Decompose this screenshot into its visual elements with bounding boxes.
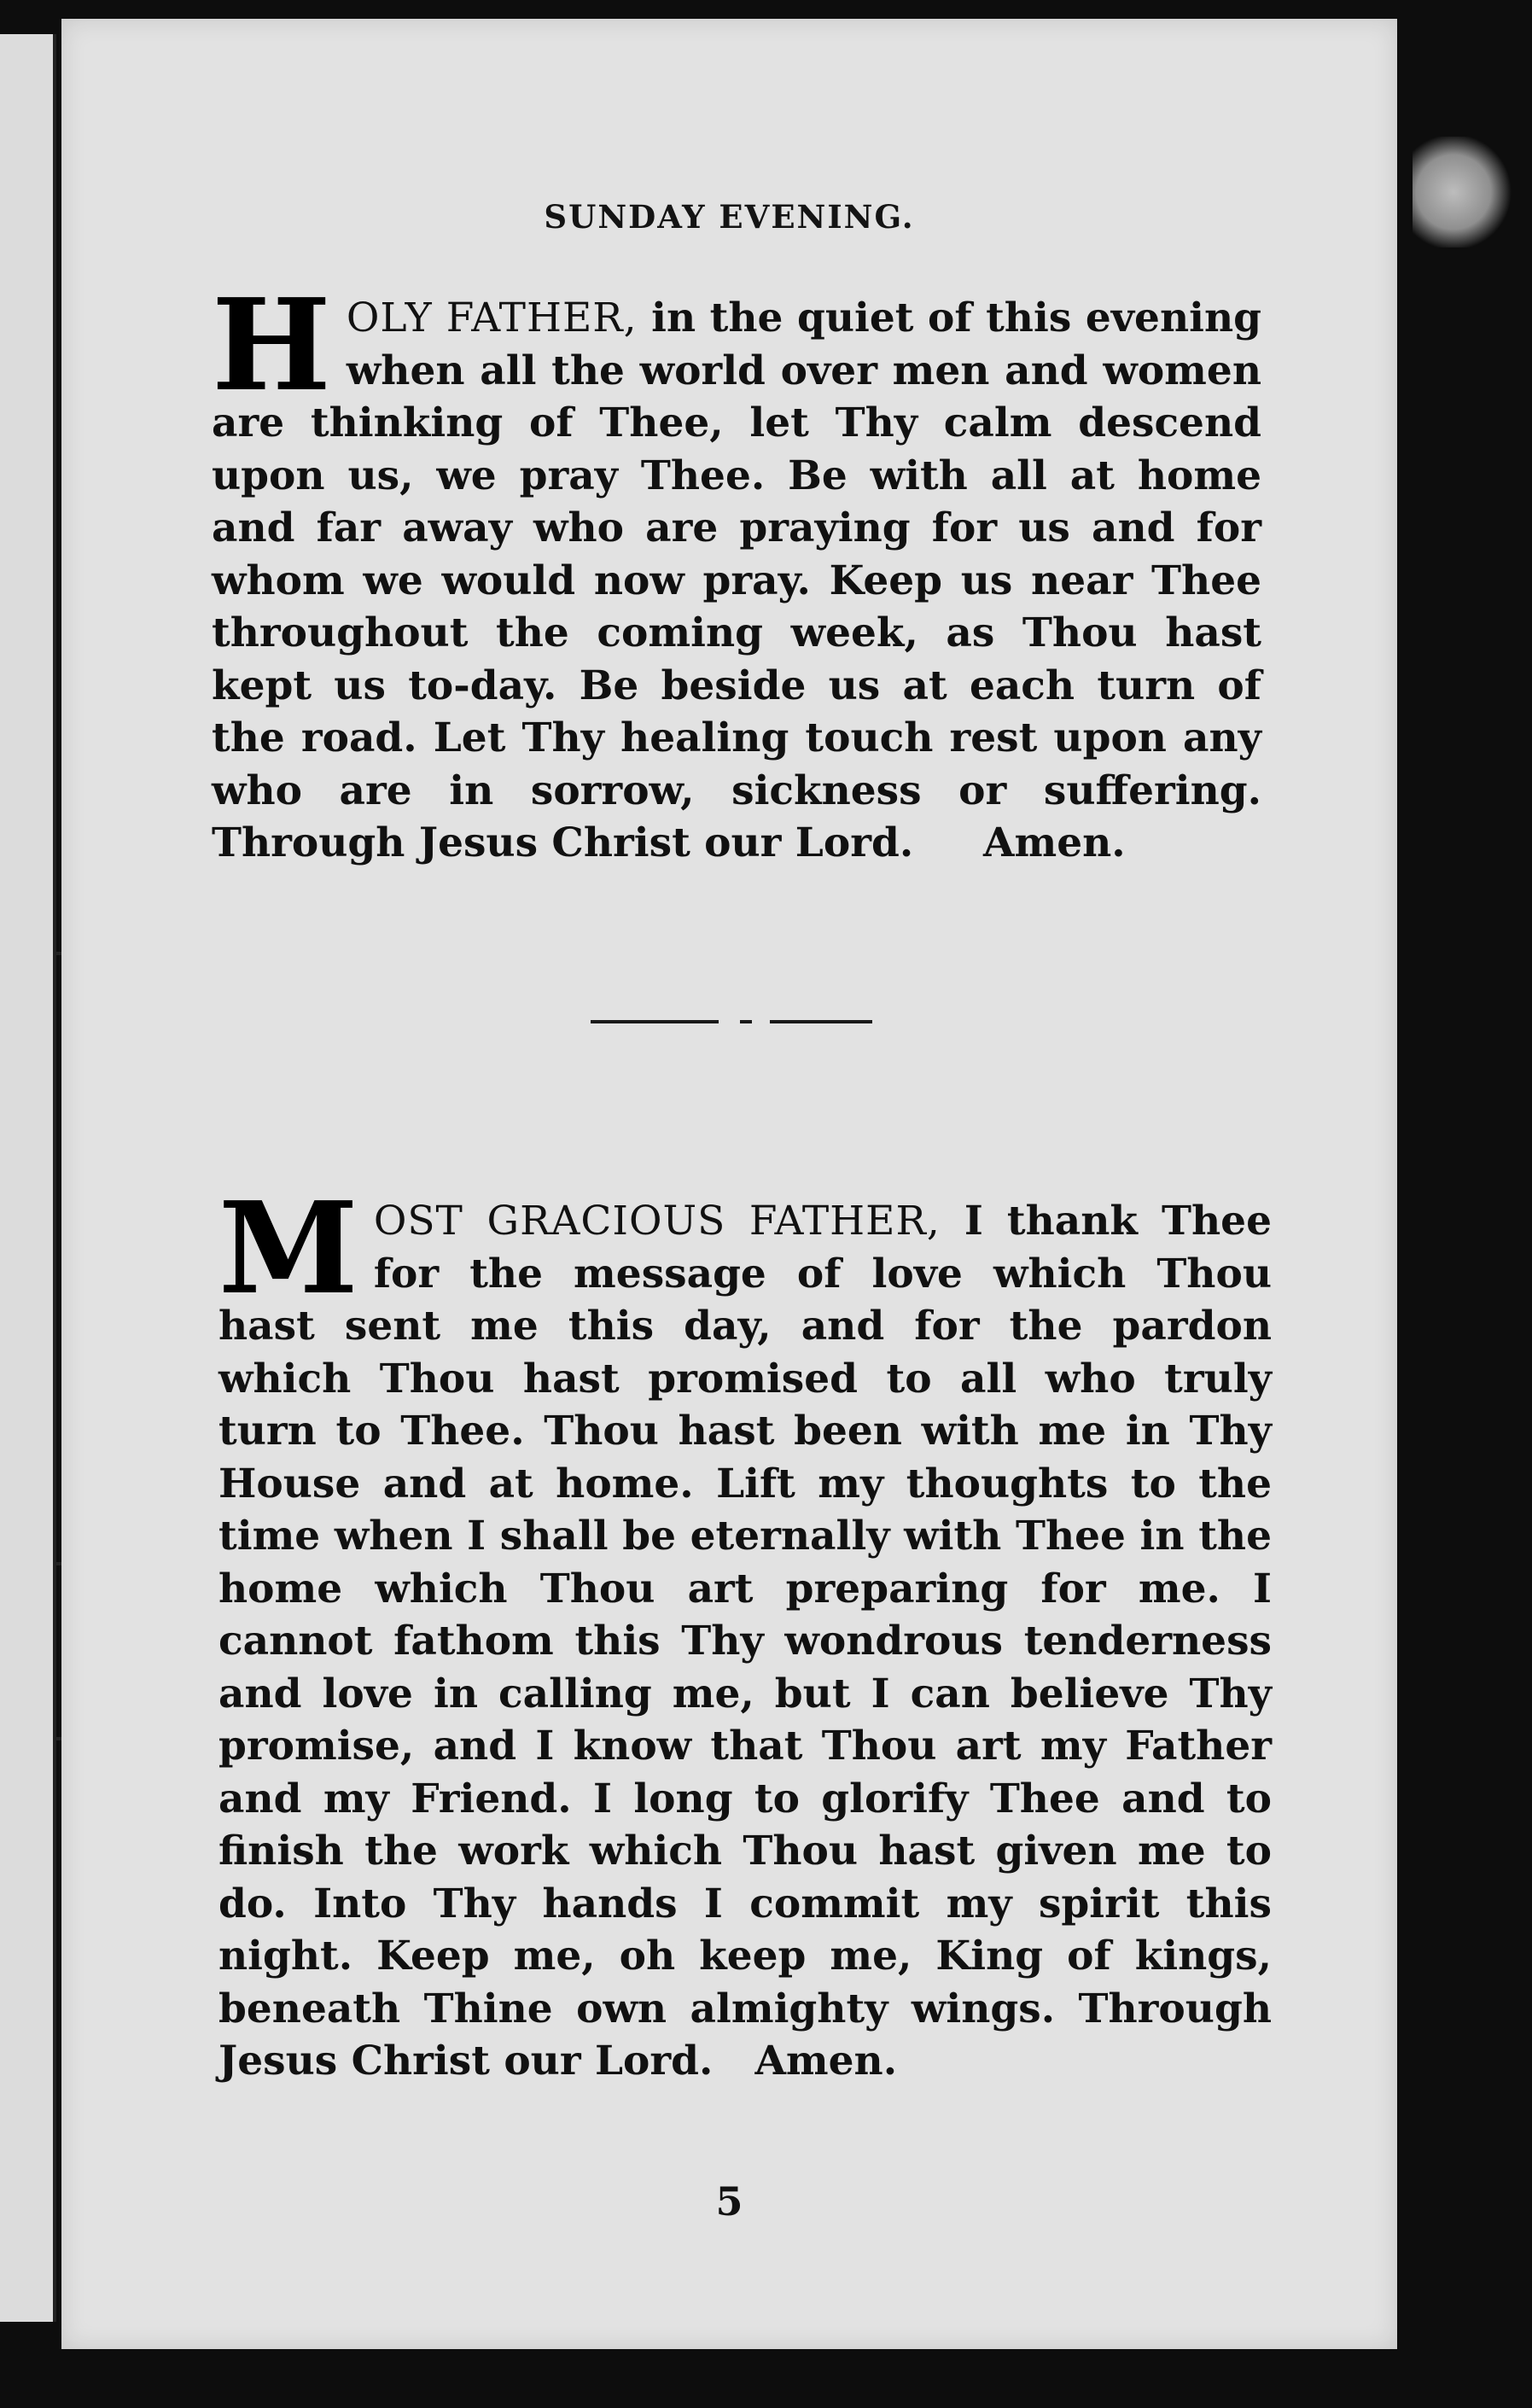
prayer-opening: OST GRACIOUS FATHER, [373, 1198, 941, 1245]
torn-page-corner [1413, 137, 1515, 248]
drop-cap: H [212, 271, 331, 419]
drop-cap: M [218, 1174, 358, 1322]
prayer-most-gracious-father [218, 1174, 1272, 2088]
prayer-body: in the quiet of this evening when all the world over men and women are thinking of Thee, let Thy calm descend upon us, we pray Thee. Be with all at home and far away who are praying for us and for whom we would now pray. Keep us near Thee throughout the coming week, as Thou hast kept us to-day. Be beside us at each turn of the road. Let Thy healing touch rest upon any who are in sorrow, sickness or suffering. Through Jesus Christ our Lord. [212, 294, 1261, 866]
prayer-holy-father [212, 271, 1261, 870]
prayer-opening: OLY FATHER, [346, 294, 638, 341]
section-divider [591, 1020, 872, 1025]
adjacent-page-edge [0, 34, 56, 2322]
book-page [61, 19, 1397, 2349]
page-title: SUNDAY EVENING. [544, 198, 915, 236]
prayer-amen: Amen. [754, 2038, 898, 2084]
page-number: 5 [715, 2178, 743, 2224]
prayer-amen: Amen. [983, 819, 1126, 866]
prayer-body: I thank Thee for the message of love which Thou hast sent me this day, and for the pardon which Thou hast promised to all who truly turn to Thee. Thou hast been with me in Thy House and at home. Lift my thoughts to the time when I shall be eternally with Thee in the home which Thou art preparing for me. I cannot fathom this Thy wondrous tenderness and love in calling me, but I can believe Thy promise, and I know that Thou art my Father and my Friend. I long to glorify Thee and to finish the work which Thou hast given me to do. Into Thy hands I commit my spirit this night. Keep me, oh keep me, King of kings, beneath Thine own almighty wings. Through Jesus Christ our Lord. [218, 1198, 1272, 2084]
